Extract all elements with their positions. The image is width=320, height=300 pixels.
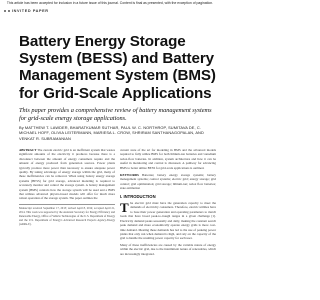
intro-paragraph-2: Many of these inefficiencies are caused by the variable nature of energy within the electric grid, due to the intermittent nature of renewables, which are increasingly integrated. [120,242,216,256]
logo-dot-icon [4,10,6,12]
abstract-text: The current electric grid is an inefficient system that wastes significant amounts of the electricity it produces because there is a disconnect between the amount of energy consumers require and the amount of energy produced from generation sources. Power plants typically produce more power than necessary to ensure adequate power quality. By taking advantage of energy storage within the grid, many of these inefficiencies can be removed. When using battery energy storage systems (BESS) for grid storage, advanced modeling is required to accurately monitor and control the storage system. A battery management system (BMS) controls how the storage system will be used and a BMS that utilizes advanced physics-based models will offer for much more robust operation of the storage system. The paper outlines the [19,148,115,201]
author-list: By MATTHEW T. LAWDER, BHARATKUMAR SUTHAR, PAUL W. C. NORTHROP, SUMITAVA DE, C. MICHAEL HOFF, OLIVIA LEITERMANN, MARIESA L. CROW, SHRIRAM SANTHANAGOPALAN, AND VENKAT R. SUBRAMANIAN [19,125,204,141]
abstract [19,148,115,201]
logo-text: INVITED PAPER [12,9,49,13]
journal-header-note: This article has been accepted for inclusion in a future issue of this journal. Content is final as presented, with the exception of pagination. [6,1,214,5]
keywords-label: KEYWORDS [120,173,139,178]
keywords-text: Batteries; battery energy storage systems; battery management systems; control systems; electric grid; energy storage; grid control; grid optimization; grid storage; lithium-ion; redox flow batteries; state estimation [120,173,217,191]
drop-cap: T [120,200,129,216]
logo-dot-icon [8,10,10,12]
manuscript-footnote: Manuscript received September 17, 2013; revised April 8, 2014; accepted April 21, 2014. This work was supported by the Assistant Secretary for Energy Efficiency and Renewable Energy, Office of Vehicle Technologies of the U.S. Department of Energy and the U.S. Department of Energy's Advanced Research Projects Agency-Energy (ARPA-E). [19,207,115,226]
intro-paragraph [120,201,216,241]
paper-subtitle: This paper provides a comprehensive review of battery management systems for grid-scale energy storage applications. [19,107,212,122]
invited-paper-logo [4,9,49,13]
right-column [120,148,216,256]
abstract-continued: current state of the art for modeling in BMS and the advanced models required to fully utilize BMS for both lithium-ion batteries and vanadium redox-flow batteries. In addition, system architecture and how it can be useful in monitoring and control is discussed. A pathway for advancing BMS to better utilize BESS for grid-scale applications is outlined. [120,148,216,170]
left-column [19,148,115,226]
keywords [120,173,216,191]
intro-text: he electric grid must have the generation capacity to meet the demands of electricity consumers. Therefore, electric utilities have to base their power generation and operating parameters to match loads that have broad peak-to-trough ranges in a given challenge [1]. Electricity demand peaks seasonally and daily, making the constant search peak demand and more economically operate energy grids is more cost-time demand. Meeting these demands has led to the use of peaking power plants that only run when demand is high, and rely on the capacity of the grid to handle the resulting power capacity for each user. [120,201,216,241]
abstract-label: ABSTRACT [19,148,37,152]
footnote-divider [19,204,115,205]
section-heading: I. INTRODUCTION [120,193,156,199]
paper-title: Battery Energy Storage System (BESS) and Battery Management System (BMS) for Grid-Scale Applications [19,33,216,102]
